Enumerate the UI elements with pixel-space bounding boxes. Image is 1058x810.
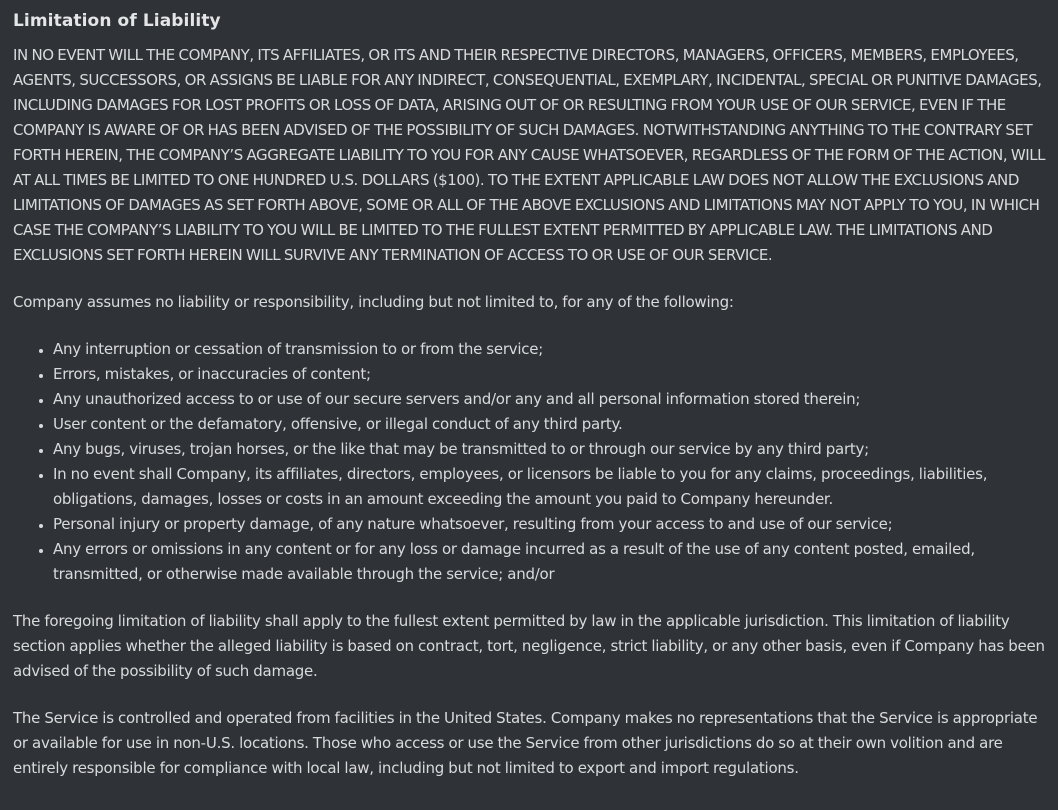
exclusions-list — [13, 337, 1048, 587]
list-item: • Any errors or omissions in any content or for any loss or damage incurred as a result of the use of any content posted, emailed, transmitted, or otherwise made available through the service; and/or — [53, 537, 1048, 587]
liability-caps-paragraph: IN NO EVENT WILL THE COMPANY, ITS AFFILIATES, OR ITS AND THEIR RESPECTIVE DIRECTORS, MANAGERS, OFFICERS, MEMBERS, EMPLOYEES, AGENTS, SUCCESSORS, OR ASSIGNS BE LIABLE FOR ANY INDIRECT, CONSEQUENTIAL, EXEMPLARY, INCIDENTAL, SPECIAL OR PUNITIVE DAMAGES, INCLUDING DAMAGES FOR LOST PROFITS OR LOSS OF DATA, ARISING OUT OF OR RESULTING FROM YOUR USE OF OUR SERVICE, EVEN IF THE COMPANY IS AWARE OF OR HAS BEEN ADVISED OF THE POSSIBILITY OF SUCH DAMAGES. NOTWITHSTANDING ANYTHING TO THE CONTRARY SET FORTH HEREIN, THE COMPANY’S AGGREGATE LIABILITY TO YOU FOR ANY CAUSE WHATSOEVER, REGARDLESS OF THE FORM OF THE ACTION, WILL AT ALL TIMES BE LIMITED TO ONE HUNDRED U.S. DOLLARS ($100). TO THE EXTENT APPLICABLE LAW DOES NOT ALLOW THE EXCLUSIONS AND LIMITATIONS OF DAMAGES AS SET FORTH ABOVE, SOME OR ALL OF THE ABOVE EXCLUSIONS AND LIMITATIONS MAY NOT APPLY TO YOU, IN WHICH CASE THE COMPANY’S LIABILITY TO YOU WILL BE LIMITED TO THE FULLEST EXTENT PERMITTED BY APPLICABLE LAW. THE LIMITATIONS AND EXCLUSIONS SET FORTH HEREIN WILL SURVIVE ANY TERMINATION OF ACCESS TO OR USE OF OUR SERVICE. — [13, 46, 1046, 264]
list-item: • Any interruption or cessation of transmission to or from the service; — [53, 337, 1048, 362]
list-item: • User content or the defamatory, offensive, or illegal conduct of any third party. — [53, 412, 1048, 437]
list-item: • Any bugs, viruses, trojan horses, or the like that may be transmitted to or through our service by any third party; — [53, 437, 1048, 462]
jurisdiction-paragraph: The Service is controlled and operated from facilities in the United States. Company makes no representations that the Service is appropriate or available for use in non-U.S. locations. Those who access or use the Service from other jurisdictions do so at their own volition and are entirely responsible for compliance with local law, including but not limited to export and import regulations. — [13, 709, 1038, 777]
list-item: • Any unauthorized access to or use of our secure servers and/or any and all personal information stored therein; — [53, 387, 1048, 412]
scope-paragraph: The foregoing limitation of liability shall apply to the fullest extent permitted by law in the applicable jurisdiction. This limitation of liability section applies whether the alleged liability is based on contract, tort, negligence, strict liability, or any other basis, even if Company has been advised of the possibility of such damage. — [13, 612, 1045, 680]
list-item: • Errors, mistakes, or inaccuracies of content; — [53, 362, 1048, 387]
list-item: • In no event shall Company, its affiliates, directors, employees, or licensors be liable to you for any claims, proceedings, liabilities, obligations, damages, losses or costs in an amount exceeding the amount you paid to Company hereunder. — [53, 462, 1048, 512]
list-item: • Personal injury or property damage, of any nature whatsoever, resulting from your access to and use of our service; — [53, 512, 1048, 537]
section-heading: Limitation of Liability — [13, 11, 221, 31]
no-liability-intro: Company assumes no liability or responsibility, including but not limited to, for any of the following: — [13, 293, 734, 311]
